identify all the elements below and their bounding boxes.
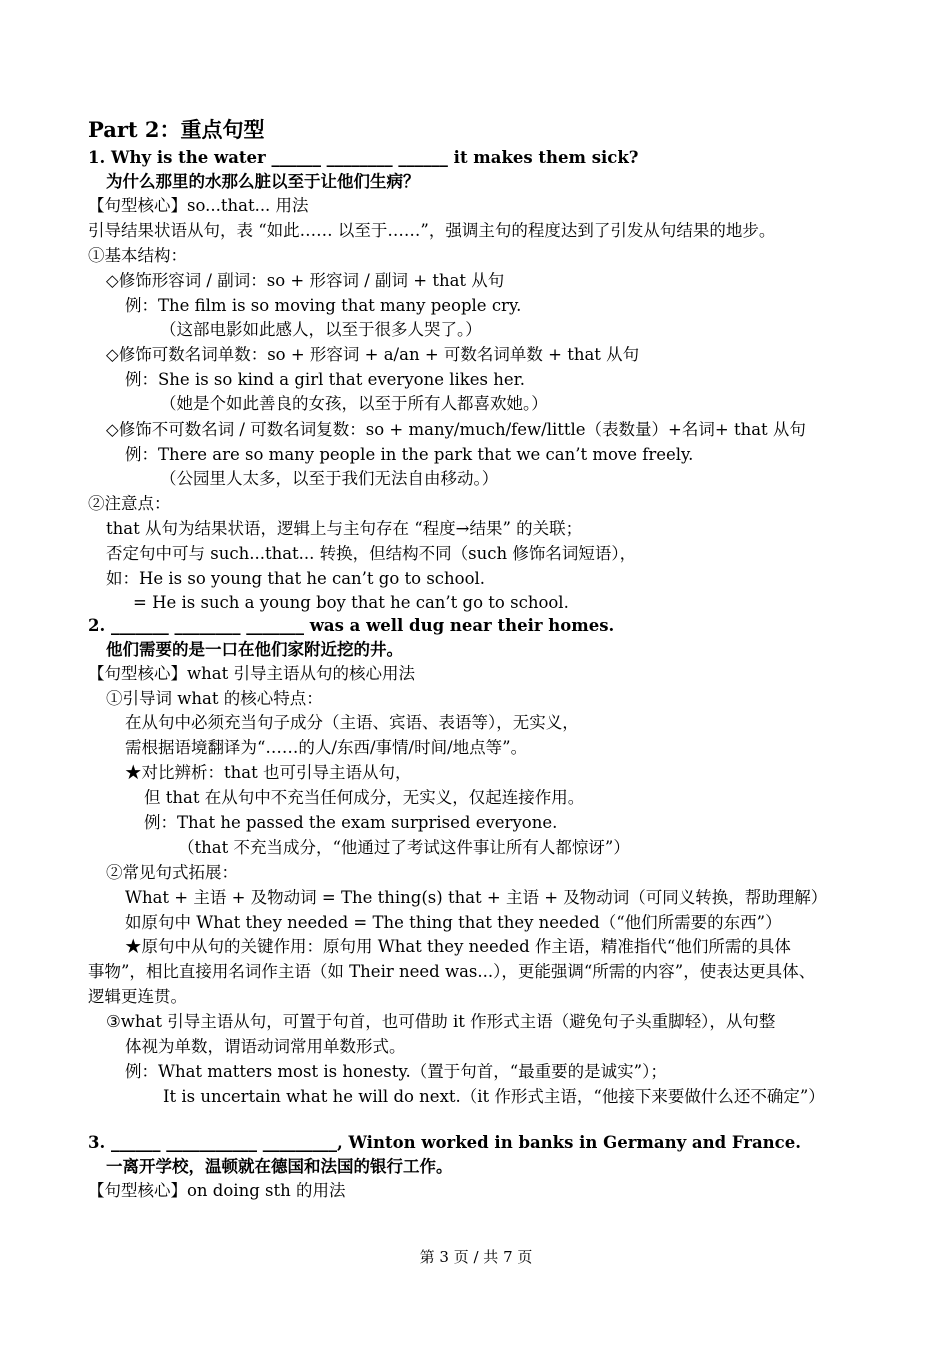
compare-heading: ★对比辨析：that 也可引导主语从句， bbox=[125, 763, 412, 782]
structure-rule-2: ◇修饰可数名词单数：so + 形容词 + a/an + 可数名词单数 + that 从句 bbox=[106, 345, 640, 364]
page-number: 第 3 页 / 共 7 页 bbox=[419, 1248, 533, 1266]
structure-rule-3: ◇修饰不可数名词 / 可数名词复数：so + many/much/few/little（表数量）+名词+ that 从句 bbox=[106, 420, 806, 439]
structure-translation-3: （公园里人太多，以至于我们无法自由移动。） bbox=[160, 469, 499, 488]
key-line-3: 逻辑更连贯。 bbox=[88, 987, 187, 1006]
core-pattern-3: 【句型核心】on doing sth 的用法 bbox=[88, 1181, 346, 1200]
point-1-heading: ①引导词 what 的核心特点： bbox=[106, 689, 323, 708]
question-3: 3. ______ ___________ _________, Winton worked in banks in Germany and France. bbox=[88, 1133, 801, 1152]
point-3-line-1: ③what 引导主语从句，可置于句首，也可借助 it 作形式主语（避免句子头重脚轻），从句整 bbox=[106, 1012, 776, 1031]
question-2: 2. _______ ________ _______ was a well dug near their homes. bbox=[88, 616, 615, 635]
compare-line-1: 但 that 在从句中不充当任何成分，无实义，仅起连接作用。 bbox=[144, 788, 585, 807]
structure-rule-1: ◇修饰形容词 / 副词：so + 形容词 / 副词 + that 从句 bbox=[106, 271, 505, 290]
compare-translation: （that 不充当成分，“他通过了考试这件事让所有人都惊讶”） bbox=[178, 838, 630, 857]
structure-translation-1: （这部电影如此感人，以至于很多人哭了。） bbox=[160, 320, 482, 339]
point-3-example-1: 例：What matters most is honesty.（置于句首，“最重要的是诚实”）； bbox=[125, 1062, 667, 1081]
point-2-heading: ②常见句式拓展： bbox=[106, 863, 238, 882]
point-1-line-1: 在从句中必须充当句子成分（主语、宾语、表语等），无实义， bbox=[125, 713, 579, 732]
point-2-line-1: What + 主语 + 及物动词 = The thing(s) that + 主语 + 及物动词（可同义转换，帮助理解） bbox=[125, 888, 828, 907]
point-3-line-2: 体视为单数，谓语动词常用单数形式。 bbox=[125, 1037, 406, 1056]
structure-translation-2: （她是个如此善良的女孩，以至于所有人都喜欢她。） bbox=[160, 394, 548, 413]
part-title: Part 2：重点句型 bbox=[88, 117, 265, 142]
note-example-2: = He is such a young boy that he can’t go to school. bbox=[133, 593, 569, 612]
structure-example-2: 例：She is so kind a girl that everyone likes her. bbox=[125, 370, 525, 389]
pattern-description: 引导结果状语从句，表 “如此…… 以至于……”，强调主句的程度达到了引发从句结果的地步。 bbox=[88, 221, 776, 240]
point-3-example-2: It is uncertain what he will do next.（it 作形式主语，“他接下来要做什么还不确定”） bbox=[163, 1087, 825, 1106]
question-1: 1. Why is the water ______ ________ ______ it makes them sick? bbox=[88, 148, 639, 167]
point-1-line-2: 需根据语境翻译为“……的人/东西/事情/时间/地点等”。 bbox=[125, 738, 528, 757]
key-line-1: ★原句中从句的关键作用：原句用 What they needed 作主语，精准指代“他们所需的具体 bbox=[125, 937, 791, 956]
structure-example-1: 例：The film is so moving that many people cry. bbox=[125, 296, 522, 315]
notes-heading: ②注意点： bbox=[88, 494, 171, 513]
key-line-2: 事物”，相比直接用名词作主语（如 Their need was...），更能强调“所需的内容”，使表达更具体、 bbox=[88, 962, 816, 981]
note-example-1: 如：He is so young that he can’t go to school. bbox=[106, 569, 486, 588]
point-2-line-2: 如原句中 What they needed = The thing that they needed（“他们所需要的东西”） bbox=[125, 913, 782, 932]
structure-heading: ①基本结构： bbox=[88, 246, 187, 265]
core-pattern-1: 【句型核心】so...that... 用法 bbox=[88, 196, 309, 215]
note-1: that 从句为结果状语，逻辑上与主句存在 “程度→结果” 的关联； bbox=[106, 519, 583, 538]
question-2-translation: 他们需要的是一口在他们家附近挖的井。 bbox=[106, 640, 403, 659]
core-pattern-2: 【句型核心】what 引导主语从句的核心用法 bbox=[88, 664, 415, 683]
structure-example-3: 例：There are so many people in the park that we can’t move freely. bbox=[125, 445, 694, 464]
question-3-translation: 一离开学校，温顿就在德国和法国的银行工作。 bbox=[106, 1157, 453, 1176]
note-2: 否定句中可与 such...that... 转换，但结构不同（such 修饰名词短语）， bbox=[106, 544, 637, 563]
question-1-translation: 为什么那里的水那么脏以至于让他们生病？ bbox=[106, 172, 420, 191]
compare-example: 例：That he passed the exam surprised everyone. bbox=[144, 813, 558, 832]
